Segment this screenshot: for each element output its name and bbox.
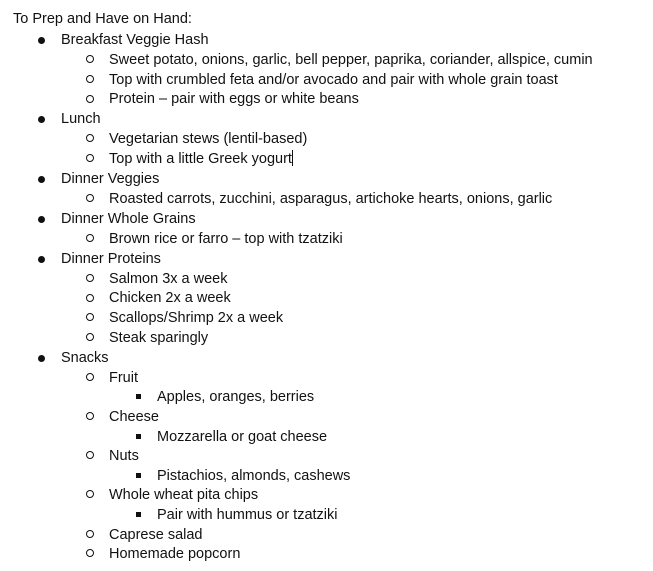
circle-bullet-icon — [86, 274, 94, 282]
square-bullet-icon — [136, 434, 141, 439]
square-bullet-icon — [136, 394, 141, 399]
bullet-icon — [38, 116, 45, 123]
sub-list-item: Pistachios, almonds, cashews — [157, 468, 351, 484]
list-item: Caprese salad — [109, 527, 203, 543]
list-item: Salmon 3x a week — [109, 271, 228, 287]
section-heading: Lunch — [61, 111, 101, 127]
square-bullet-icon — [136, 473, 141, 478]
list-item-text: Top with a little Greek yogurt — [109, 151, 292, 167]
text-cursor — [292, 150, 293, 166]
circle-bullet-icon — [86, 154, 94, 162]
circle-bullet-icon — [86, 55, 94, 63]
section-heading: Dinner Whole Grains — [61, 211, 196, 227]
bullet-icon — [38, 355, 45, 362]
list-item-with-cursor[interactable] — [109, 150, 293, 169]
list-item: Fruit — [109, 370, 138, 386]
list-item: Sweet potato, onions, garlic, bell pepper, paprika, coriander, allspice, cumin — [109, 52, 593, 68]
circle-bullet-icon — [86, 530, 94, 538]
list-item: Vegetarian stews (lentil-based) — [109, 131, 308, 147]
section-heading: Breakfast Veggie Hash — [61, 32, 209, 48]
circle-bullet-icon — [86, 373, 94, 381]
section-heading: Dinner Proteins — [61, 251, 161, 267]
circle-bullet-icon — [86, 134, 94, 142]
circle-bullet-icon — [86, 294, 94, 302]
circle-bullet-icon — [86, 333, 94, 341]
bullet-icon — [38, 176, 45, 183]
circle-bullet-icon — [86, 75, 94, 83]
circle-bullet-icon — [86, 234, 94, 242]
sub-list-item: Pair with hummus or tzatziki — [157, 507, 338, 523]
sub-list-item: Apples, oranges, berries — [157, 389, 315, 405]
list-item: Cheese — [109, 409, 159, 425]
list-item: Roasted carrots, zucchini, asparagus, artichoke hearts, onions, garlic — [109, 191, 553, 207]
document-title: To Prep and Have on Hand: — [13, 11, 192, 27]
bullet-icon — [38, 37, 45, 44]
circle-bullet-icon — [86, 95, 94, 103]
list-item: Steak sparingly — [109, 330, 209, 346]
list-item: Chicken 2x a week — [109, 290, 231, 306]
section-heading: Snacks — [61, 350, 109, 366]
circle-bullet-icon — [86, 490, 94, 498]
circle-bullet-icon — [86, 313, 94, 321]
bullet-icon — [38, 216, 45, 223]
list-item: Whole wheat pita chips — [109, 487, 259, 503]
circle-bullet-icon — [86, 549, 94, 557]
list-item: Top with crumbled feta and/or avocado and pair with whole grain toast — [109, 72, 558, 88]
list-item: Nuts — [109, 448, 139, 464]
section-heading: Dinner Veggies — [61, 171, 160, 187]
sub-list-item: Mozzarella or goat cheese — [157, 429, 328, 445]
square-bullet-icon — [136, 512, 141, 517]
circle-bullet-icon — [86, 451, 94, 459]
circle-bullet-icon — [86, 412, 94, 420]
list-item: Brown rice or farro – top with tzatziki — [109, 231, 343, 247]
list-item: Protein – pair with eggs or white beans — [109, 91, 359, 107]
bullet-icon — [38, 256, 45, 263]
list-item: Scallops/Shrimp 2x a week — [109, 310, 284, 326]
circle-bullet-icon — [86, 194, 94, 202]
list-item: Homemade popcorn — [109, 546, 241, 562]
